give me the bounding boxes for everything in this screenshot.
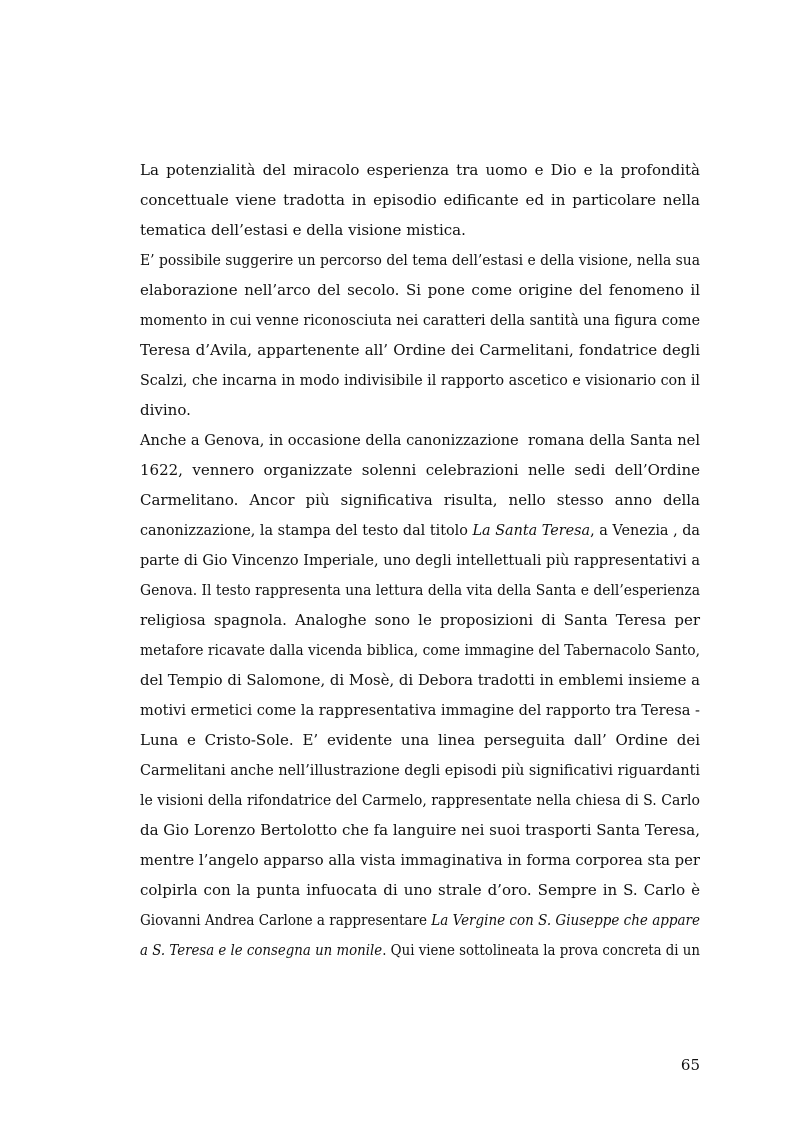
text-line (140, 545, 700, 575)
text-segment: colpirla con la punta infuocata di uno strale d’oro. Sempre in S. Carlo è (140, 881, 700, 899)
text-segment: canonizzazione, la stampa del testo dal titolo (140, 521, 473, 539)
text-line (140, 635, 700, 665)
text-line (140, 785, 700, 815)
text-segment: da Gio Lorenzo Bertolotto che fa languire nei suoi trasporti Santa Teresa, (140, 821, 700, 839)
text-line (140, 485, 700, 515)
text-segment: Genova. Il testo rappresenta una lettura della vita della Santa e dell’esperienza (140, 581, 700, 599)
text-segment: . Qui viene sottolineata la prova concreta di un (382, 941, 700, 959)
text-segment: Carmelitani anche nell’illustrazione degli episodi più significativi riguardanti (140, 761, 700, 779)
text-line (140, 215, 700, 245)
page-number: 65 (680, 1056, 700, 1074)
text-segment: concettuale viene tradotta in episodio edificante ed in particolare nella (140, 191, 700, 209)
text-line (140, 335, 700, 365)
text-line (140, 875, 700, 905)
text-segment: mentre l’angelo apparso alla vista immaginativa in forma corporea sta per (140, 851, 700, 869)
text-segment: elaborazione nell’arco del secolo. Si pone come origine del fenomeno il (140, 281, 700, 299)
text-line (140, 185, 700, 215)
text-line (140, 755, 700, 785)
text-line (140, 245, 700, 275)
text-line (140, 605, 700, 635)
text-segment: Carmelitano. Ancor più significativa risulta, nello stesso anno della (140, 491, 700, 509)
text-segment: 1622, vennero organizzate solenni celebrazioni nelle sedi dell’Ordine (140, 461, 700, 479)
text-segment: Giovanni Andrea Carlone a rappresentare (140, 911, 432, 929)
text-line (140, 935, 700, 965)
text-segment: La potenzialità del miracolo esperienza tra uomo e Dio e la profondità (140, 161, 700, 179)
text-segment: metafore ricavate dalla vicenda biblica, come immagine del Tabernacolo Santo, (140, 641, 700, 659)
text-line (140, 575, 700, 605)
text-segment: motivi ermetici come la rappresentativa immagine del rapporto tra Teresa - (140, 701, 700, 719)
text-line (140, 365, 700, 395)
text-line (140, 395, 700, 425)
text-segment: momento in cui venne riconosciuta nei caratteri della santità una figura come (140, 311, 700, 329)
text-line (140, 905, 700, 935)
italic-title-text: La Vergine con S. Giuseppe che appare (431, 911, 700, 929)
text-segment: parte di Gio Vincenzo Imperiale, uno degli intellettuali più rappresentativi a (140, 551, 700, 569)
body-text (140, 155, 700, 965)
text-segment: le visioni della rifondatrice del Carmelo, rappresentate nella chiesa di S. Carlo (140, 791, 700, 809)
text-line (140, 455, 700, 485)
text-segment: tematica dell’estasi e della visione mistica. (140, 221, 466, 239)
text-line (140, 665, 700, 695)
text-segment: del Tempio di Salomone, di Mosè, di Debora tradotti in emblemi insieme a (140, 671, 700, 689)
text-segment: Luna e Cristo-Sole. E’ evidente una linea perseguita dall’ Ordine dei (140, 731, 700, 749)
text-line (140, 815, 700, 845)
text-line (140, 275, 700, 305)
text-line (140, 515, 700, 545)
text-line (140, 695, 700, 725)
text-segment: E’ possibile suggerire un percorso del tema dell’estasi e della visione, nella sua (140, 251, 700, 269)
text-segment: Scalzi, che incarna in modo indivisibile il rapporto ascetico e visionario con il (140, 371, 700, 389)
text-segment: divino. (140, 401, 191, 419)
text-segment: , a Venezia , da (590, 521, 700, 539)
italic-title-text: a S. Teresa e le consegna un monile (140, 941, 383, 959)
text-segment: Anche a Genova, in occasione della canonizzazione romana della Santa nel (140, 431, 700, 449)
italic-title-text: La Santa Teresa (472, 521, 591, 539)
text-segment: Teresa d’Avila, appartenente all’ Ordine dei Carmelitani, fondatrice degli (140, 341, 700, 359)
text-line (140, 305, 700, 335)
text-segment: religiosa spagnola. Analoghe sono le proposizioni di Santa Teresa per (140, 611, 700, 629)
text-line (140, 155, 700, 185)
text-line (140, 725, 700, 755)
text-line (140, 845, 700, 875)
text-line (140, 425, 700, 455)
